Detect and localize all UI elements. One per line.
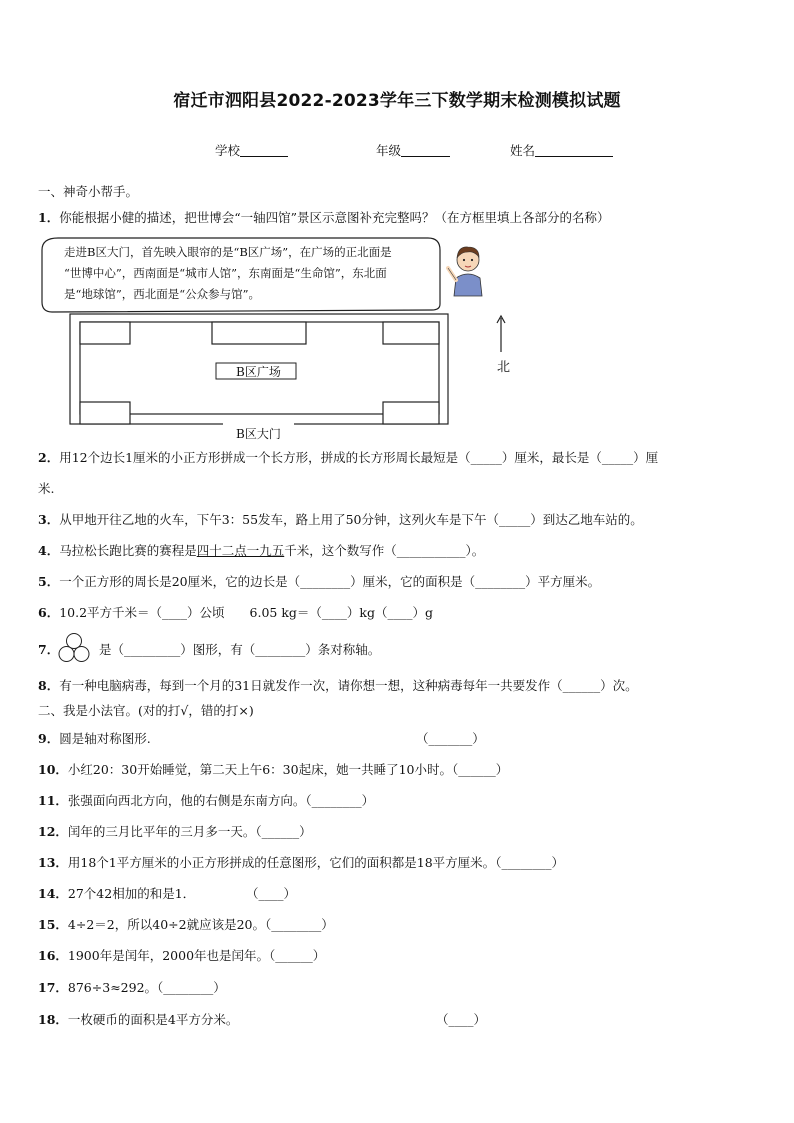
grade-label: 年级: [376, 143, 402, 158]
name-blank: [535, 143, 613, 157]
question-2: 2．用12个边长1厘米的小正方形拼成一个长方形，拼成的长方形周长最短是（_____）厘米，最长是（_____）厘: [38, 450, 659, 465]
question-2-continued: 米.: [38, 481, 55, 496]
question-7-text: 是（_________）图形，有（________）条对称轴。: [99, 642, 381, 657]
north-label: 北: [497, 360, 511, 375]
box-southwest: [80, 402, 130, 424]
grade-field: [376, 141, 450, 159]
name-label: 姓名: [510, 143, 536, 158]
school-blank: [240, 143, 288, 157]
school-label: 学校: [215, 143, 241, 158]
grade-blank: [401, 143, 450, 157]
three-circles-icon: [56, 632, 92, 664]
question-12: 12．闰年的三月比平年的三月多一天。（______）: [38, 824, 312, 839]
box-north: [212, 322, 306, 344]
question-number: 1．: [38, 210, 60, 225]
underlined-number: 四十二点一九五: [196, 543, 285, 558]
question-11: 11．张强面向西北方向，他的右侧是东南方向。（________）: [38, 793, 375, 808]
question-13: 13．用18个1平方厘米的小正方形拼成的任意图形，它们的面积都是18平方厘米。（________）: [38, 855, 564, 870]
question-17: 17．876÷3≈292。（________）: [38, 980, 226, 995]
bubble-text: 走进B区大门，首先映入眼帘的是“B区广场”，在广场的正北面是 “世博中心”，西南面是“城市人馆”，东南面是“生命馆”，东北面 是“地球馆”，西北面是“公众参与馆”。: [64, 245, 392, 301]
page-title: 宿迁市泗阳县2022-2023学年三下数学期末检测模拟试题: [173, 91, 621, 111]
question-4: 4．马拉松长跑比赛的赛程是四十二点一九五千米，这个数写作（___________）。: [38, 543, 485, 558]
box-southeast: [383, 402, 439, 424]
question-1: [38, 208, 610, 226]
school-field: [215, 141, 288, 159]
boy-character-icon: [446, 240, 490, 300]
question-15: 15．4÷2＝2，所以40÷2就应该是20。（________）: [38, 917, 334, 932]
name-field: [510, 141, 613, 159]
section-heading-1: 一、神奇小帮手。: [38, 184, 139, 199]
box-northeast: [383, 322, 439, 344]
question-text: 你能根据小健的描述，把世博会“一轴四馆”景区示意图补充完整吗？（在方框里填上各部分的名称）: [59, 210, 610, 225]
answer-blank-14: （____）: [246, 886, 297, 901]
gate-label: B区大门: [236, 427, 281, 441]
question-6: 6．10.2平方千米＝（____）公顷 6.05 kg＝（____）kg（____）g: [38, 605, 433, 620]
plaza-label: B区广场: [236, 365, 281, 379]
answer-blank-9: （_______）: [416, 731, 485, 746]
north-arrow-icon: [494, 314, 508, 354]
answer-blank-18: （____）: [436, 1012, 487, 1027]
question-3: 3．从甲地开往乙地的火车，下午3：55发车，路上用了50分钟，这列火车是下午（_____）到达乙地车站的。: [38, 512, 643, 527]
question-16: 16．1900年是闰年，2000年也是闰年。（______）: [38, 948, 326, 963]
box-northwest: [80, 322, 130, 344]
question-8: 8．有一种电脑病毒，每到一个月的31日就发作一次，请你想一想，这种病毒每年一共要发作（______）次。: [38, 678, 638, 693]
question-7: 7．: [38, 642, 60, 657]
section-heading-2: 二、我是小法官。(对的打√，错的打×): [38, 703, 254, 718]
question-10: 10．小红20：30开始睡觉，第二天上午6：30起床，她一共睡了10小时。（______）: [38, 762, 509, 777]
question-9: 9．圆是轴对称图形.: [38, 731, 151, 746]
question-5: 5．一个正方形的周长是20厘米，它的边长是（________）厘米，它的面积是（________）平方厘米。: [38, 574, 601, 589]
question-14: 14．27个42相加的和是1．: [38, 886, 196, 901]
question-18: 18．一枚硬币的面积是4平方分米。: [38, 1012, 239, 1027]
